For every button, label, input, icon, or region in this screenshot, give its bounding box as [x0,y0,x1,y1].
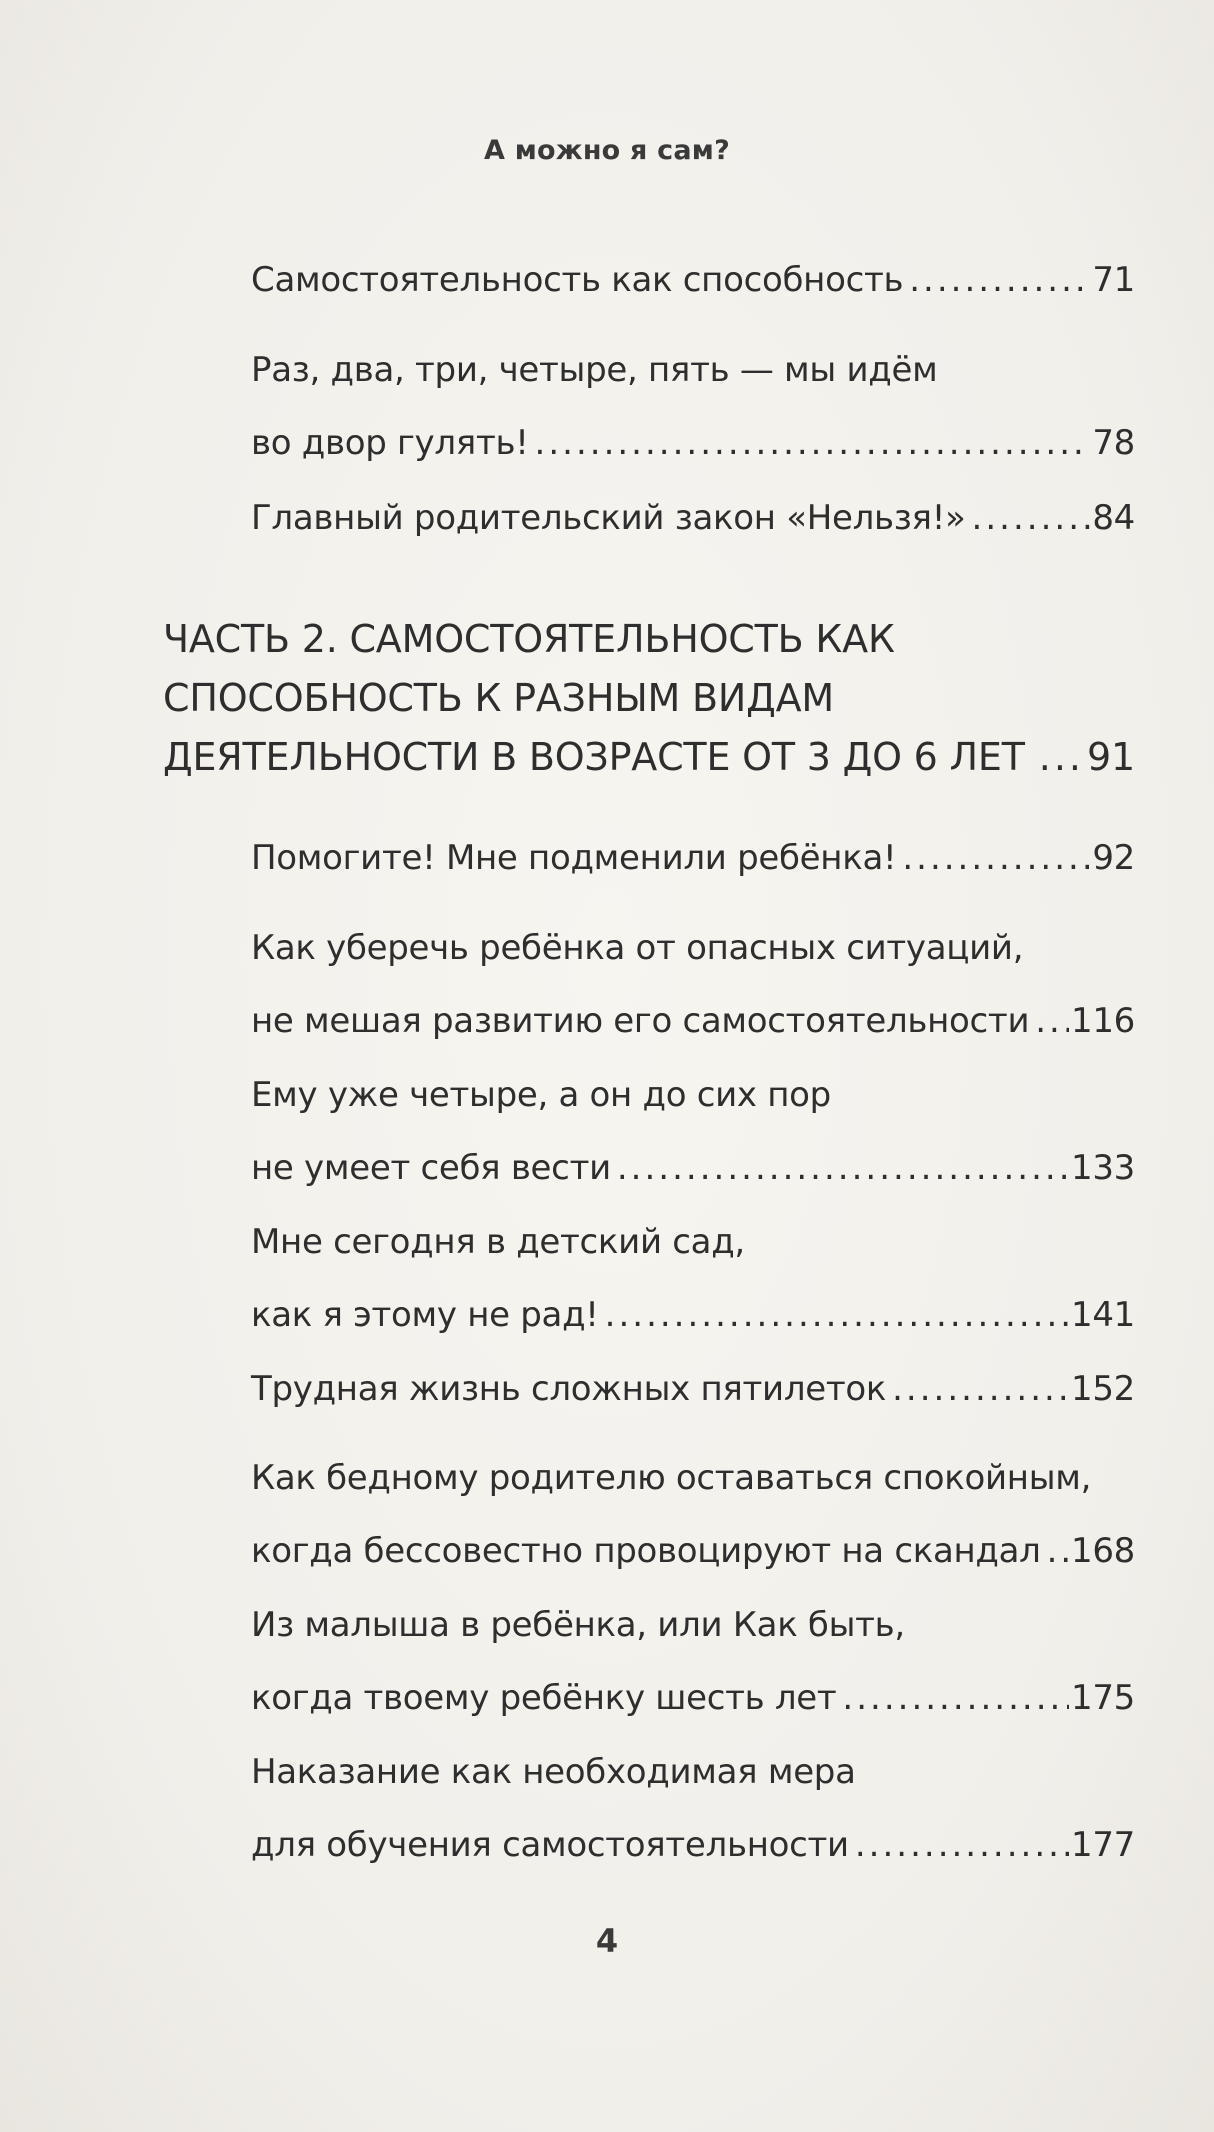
toc-leader-dots [972,482,1091,555]
toc-part-title: ДЕЯТЕЛЬНОСТИ В ВОЗРАСТЕ ОТ 3 ДО 6 ЛЕТ [163,735,1025,779]
toc-entry [251,1442,1135,1588]
toc-entry-title-line: Наказание как необходимая мера [251,1752,856,1792]
toc-entry [251,912,1135,1058]
toc-entry-title: Помогите! Мне подменили ребёнка! [251,838,897,878]
toc-page-number: 168 [1071,1531,1135,1571]
toc-entry-title-line: Ему уже четыре, а он до сих пор [251,1075,831,1115]
toc-leader-dots [842,1662,1069,1735]
toc-part-line [163,728,1135,787]
toc-entry [251,1589,1135,1735]
toc-entry-title: когда твоему ребёнку шесть лет [251,1678,837,1718]
toc-page-number: 141 [1071,1295,1135,1335]
toc-entry [251,1059,1135,1205]
toc-entry-title: Главный родительский закон «Нельзя!» [251,498,966,538]
toc-leader-dots [535,407,1091,480]
toc-entry [251,482,1135,555]
toc-entry-line [251,407,1135,480]
toc-leader-dots [1039,728,1077,787]
toc-entry-line [251,1132,1135,1205]
toc-leader-dots [909,244,1090,317]
toc-entry-line [251,1279,1135,1352]
toc-entry-title-line: Из малыша в ребёнка, или Как быть, [251,1605,905,1645]
toc-page-number: 84 [1092,498,1135,538]
toc-entry-title-line: Раз, два, три, четыре, пять — мы идём [251,350,938,390]
running-head: А можно я сам? [484,135,730,166]
toc-leader-dots [902,822,1090,895]
toc-page-number: 175 [1071,1678,1135,1718]
toc-page-number: 116 [1071,1001,1135,1041]
toc-leader-dots [892,1353,1069,1426]
toc-page-number: 71 [1092,260,1135,300]
toc-entry-title: когда бессовестно провоцируют на скандал [251,1531,1041,1571]
toc-entry-title-line: Как уберечь ребёнка от опасных ситуаций, [251,928,1024,968]
toc-entry-line [251,1353,1135,1426]
toc-entry-line [251,482,1135,555]
toc-leader-dots [1047,1515,1069,1588]
toc-leader-dots [605,1279,1069,1352]
toc-entry-title: Трудная жизнь сложных пятилеток [251,1369,887,1409]
toc-leader-dots [855,1809,1069,1882]
toc-leader-dots [617,1132,1069,1205]
toc-page-number: 177 [1071,1825,1135,1865]
toc-entry [251,1206,1135,1352]
toc-page-number: 78 [1092,423,1135,463]
toc-page-number: 92 [1092,838,1135,878]
toc-entry-line [251,244,1135,317]
toc-entry-title: как я этому не рад! [251,1295,599,1335]
toc-entry-line [251,1515,1135,1588]
toc-page-number: 152 [1071,1369,1135,1409]
toc-entry [251,1736,1135,1882]
toc-leader-dots [1035,985,1069,1058]
toc-entry-line [251,985,1135,1058]
toc-entry-title: не мешая развитию его самостоятельности [251,1001,1030,1041]
toc-entry-title: во двор гулять! [251,423,529,463]
toc-entry-title: для обучения самостоятельности [251,1825,849,1865]
toc-entry-title-line: Мне сегодня в детский сад, [251,1222,745,1262]
toc-part-title-line: ЧАСТЬ 2. САМОСТОЯТЕЛЬНОСТЬ КАК [163,617,895,661]
toc-entry [251,334,1135,480]
toc-entry-line [251,1662,1135,1735]
toc-entry [251,1353,1135,1426]
toc-entry-line [251,1809,1135,1882]
toc-entry-line [251,822,1135,895]
toc-page-number: 91 [1087,735,1135,779]
page-number: 4 [595,1922,619,1960]
toc-entry-title-line: Как бедному родителю оставаться спокойным, [251,1458,1092,1498]
toc-entry-title: Самостоятельность как способность [251,260,904,300]
toc-part-heading [163,610,1135,787]
toc-page-number: 133 [1071,1148,1135,1188]
toc-entry [251,244,1135,317]
toc-entry [251,822,1135,895]
toc-entry-title: не умеет себя вести [251,1148,611,1188]
toc-part-title-line: СПОСОБНОСТЬ К РАЗНЫМ ВИДАМ [163,676,834,720]
